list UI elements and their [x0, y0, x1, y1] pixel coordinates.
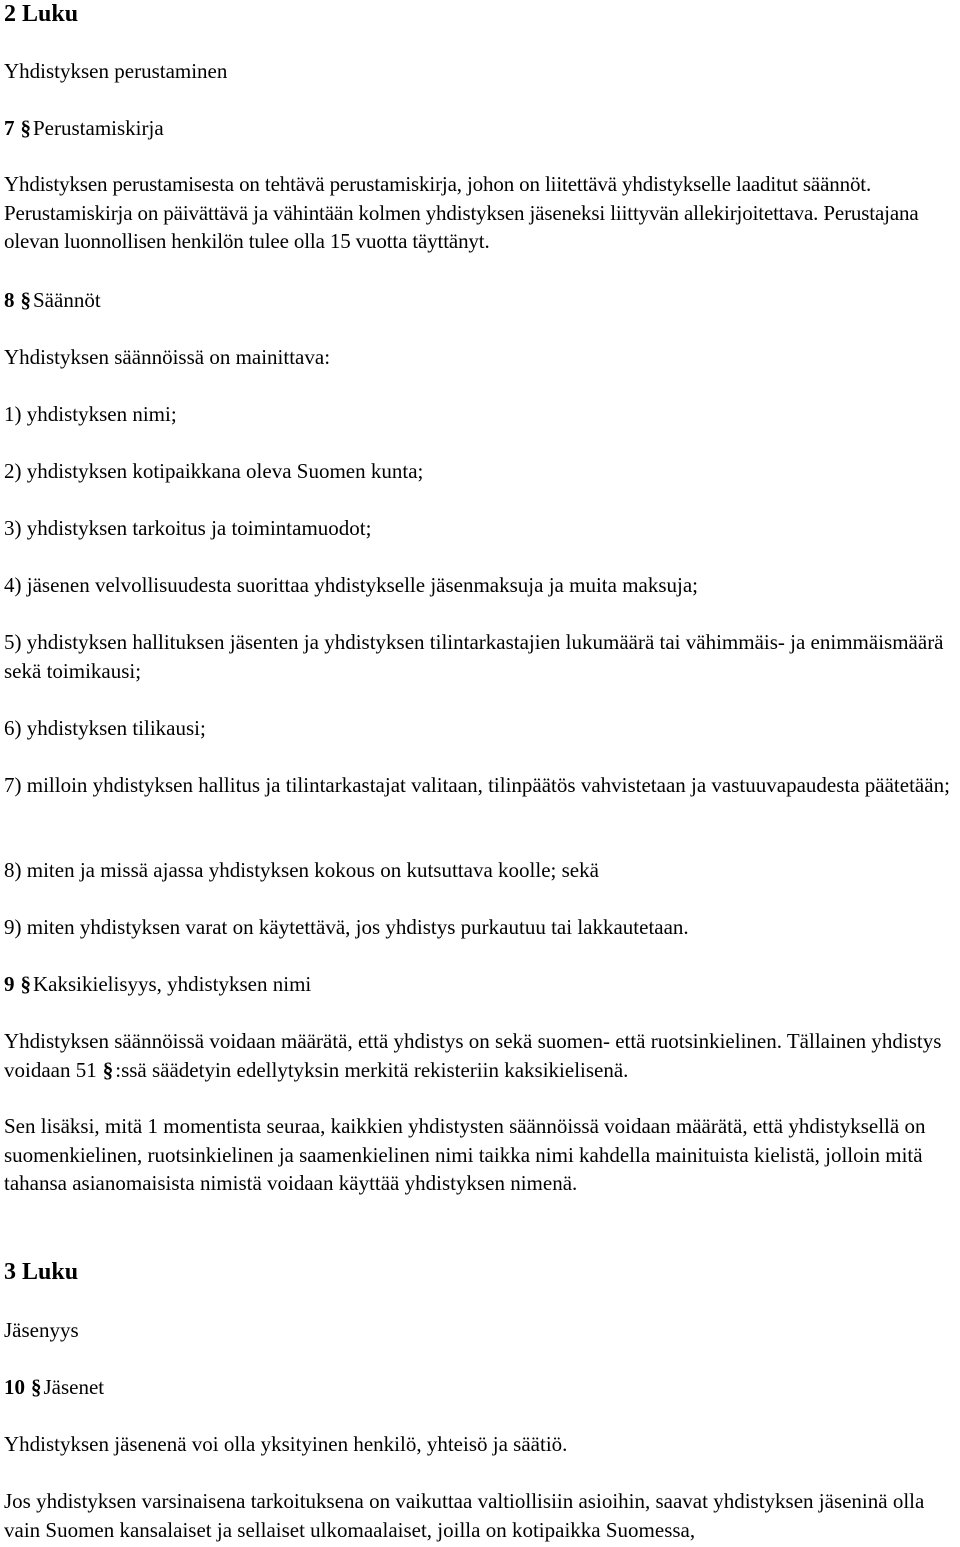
section-8-intro: Yhdistyksen säännöissä on mainittava:: [4, 345, 331, 369]
section-symbol: §: [20, 288, 31, 312]
list-item: 3) yhdistyksen tarkoitus ja toimintamuodot;: [4, 516, 372, 540]
section-10-paragraph-2: Jos yhdistyksen varsinaisena tarkoituksena on vaikuttaa valtiollisiin asioihin, saavat yhdistyksen jäseninä olla vain Suomen kansalaiset ja sellaiset ulkomaalaiset, joilla on kotipaikka Suomessa,: [4, 1489, 925, 1542]
section-9-title: Kaksikielisyys, yhdistyksen nimi: [33, 972, 312, 996]
section-8-title: Säännöt: [33, 288, 101, 312]
section-9-paragraph-2: Sen lisäksi, mitä 1 momentista seuraa, kaikkien yhdistysten säännöissä voidaan määrätä, että yhdistyksellä on suomenkielinen, ruotsinkielinen ja saamenkielinen nimi taikka nimi kahdella mainituista kielistä, jolloin mitä tahansa asianomaisista nimistä voidaan käyttää yhdistyksen nimenä.: [4, 1114, 926, 1195]
list-item: 7) milloin yhdistyksen hallitus ja tilintarkastajat valitaan, tilinpäätös vahvistetaan ja vastuuvapaudesta päätetään;: [4, 773, 950, 797]
chapter-2-title: 2 Luku: [4, 1, 79, 27]
list-item: 6) yhdistyksen tilikausi;: [4, 716, 206, 740]
chapter-3-title: 3 Luku: [4, 1259, 79, 1285]
section-7-title: Perustamiskirja: [33, 116, 164, 140]
section-9-paragraph-1: [4, 1027, 956, 1084]
list-item: 5) yhdistyksen hallituksen jäsenten ja yhdistyksen tilintarkastajien lukumäärä tai vähimmäis- ja enimmäismäärä sekä toimikausi;: [4, 630, 944, 683]
section-10-heading: [4, 1373, 956, 1402]
section-symbol: §: [102, 1057, 114, 1082]
paragraph-text: Yhdistyksen säännöissä voidaan määrätä, että yhdistys on sekä suomen- että ruotsinkielinen. Tällainen yhdistys voidaan 51: [4, 1029, 942, 1082]
section-9-heading: [4, 970, 956, 999]
section-10-paragraph-1: Yhdistyksen jäsenenä voi olla yksityinen henkilö, yhteisö ja säätiö.: [4, 1432, 568, 1456]
section-symbol: §: [20, 972, 31, 996]
paragraph-text: :ssä säädetyin edellytyksin merkitä rekisteriin kaksikielisenä.: [115, 1057, 629, 1082]
list-item: 8) miten ja missä ajassa yhdistyksen kokous on kutsuttava koolle; sekä: [4, 858, 599, 882]
section-7-heading: [4, 114, 956, 143]
section-7-paragraph: Yhdistyksen perustamisesta on tehtävä perustamiskirja, johon on liitettävä yhdistykselle laaditut säännöt. Perustamiskirja on päivättävä ja vähintään kolmen yhdistyksen jäseneksi liittyvän allekirjoitettava. Perustajana olevan luonnollisen henkilön tulee olla 15 vuotta täyttänyt.: [4, 172, 919, 253]
section-8-number: 8: [4, 288, 15, 312]
list-item: 4) jäsenen velvollisuudesta suorittaa yhdistykselle jäsenmaksuja ja muita maksuja;: [4, 573, 699, 597]
section-9-number: 9: [4, 972, 15, 996]
section-7-number: 7: [4, 116, 15, 140]
section-10-title: Jäsenet: [43, 1375, 105, 1399]
list-item: 1) yhdistyksen nimi;: [4, 402, 177, 426]
section-symbol: §: [31, 1375, 42, 1399]
chapter-3-subtitle: Jäsenyys: [4, 1318, 79, 1342]
list-item: 2) yhdistyksen kotipaikkana oleva Suomen kunta;: [4, 459, 424, 483]
section-symbol: §: [20, 116, 31, 140]
section-10-number: 10: [4, 1375, 25, 1399]
list-item: 9) miten yhdistyksen varat on käytettävä, jos yhdistys purkautuu tai lakkautetaan.: [4, 915, 689, 939]
section-8-heading: [4, 286, 956, 315]
chapter-2-subtitle: Yhdistyksen perustaminen: [4, 59, 228, 83]
